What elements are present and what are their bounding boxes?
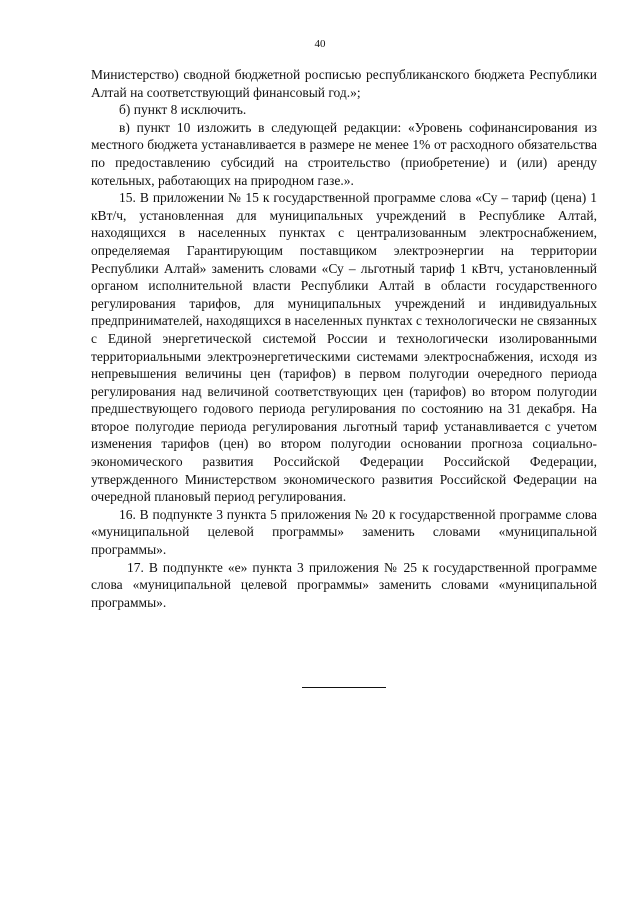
paragraph-15: 15. В приложении № 15 к государственной программе слова «Су – тариф (цена) 1 кВт/ч, установленная для муниципальных учреждений в Республике Алтай, находящихся в населенных пунктах с централизованным электроснабжением, определяемая Гарантирующим поставщиком электроэнергии на территории Республики Алтай» заменить словами «Су – льготный тариф 1 кВтч, установленный органом исполнительной власти Республики Алтай в области государственного регулирования тарифов, для муниципальных учреждений и индивидуальных предпринимателей, находящихся в населенных пунктах с технологически не связанных с Единой энергетической системой России и технологически изолированными территориальными электроэнергетическими системами электроснабжения, исходя из непревышения величины цен (тарифов) в первом полугодии очередного периода регулирования над величиной соответствующих цен (тарифов) во втором полугодии предшествующего годового периода регулирования по состоянию на 31 декабря. На второе полугодие периода регулирования льготный тариф устанавливается с учетом изменения тарифов (цен) во втором полугодии основании прогноза социально-экономического развития Российской Федерации Российской Федерации, утвержденного Министерством экономического развития Российской Федерации на очередной плановый период регулирования. [91, 190, 597, 505]
paragraph-continuation: Министерство) сводной бюджетной росписью республиканского бюджета Республики Алтай на соответствующий финансовый год.»; [91, 67, 597, 100]
paragraph-16: 16. В подпункте 3 пункта 5 приложения № 20 к государственной программе слова «муниципальной целевой программы» заменить словами «муниципальной программы». [91, 506, 597, 558]
paragraph-17: 17. В подпункте «е» пункта 3 приложения № 25 к государственной программе слова «муниципальной целевой программы» заменить словами «муниципальной программы». [91, 559, 597, 610]
document-body [91, 66, 597, 611]
paragraph-item-v: в) пункт 10 изложить в следующей редакции: «Уровень софинансирования из местного бюджета устанавливается в размере не менее 1% от расходного обязательства по предоставлению субсидий на строительство (приобретение) и (или) аренду котельных, работающих на природном газе.». [91, 119, 597, 188]
page-number: 40 [314, 38, 326, 50]
paragraph-item-b: б) пункт 8 исключить. [119, 102, 247, 118]
closing-separator-line [302, 687, 386, 688]
